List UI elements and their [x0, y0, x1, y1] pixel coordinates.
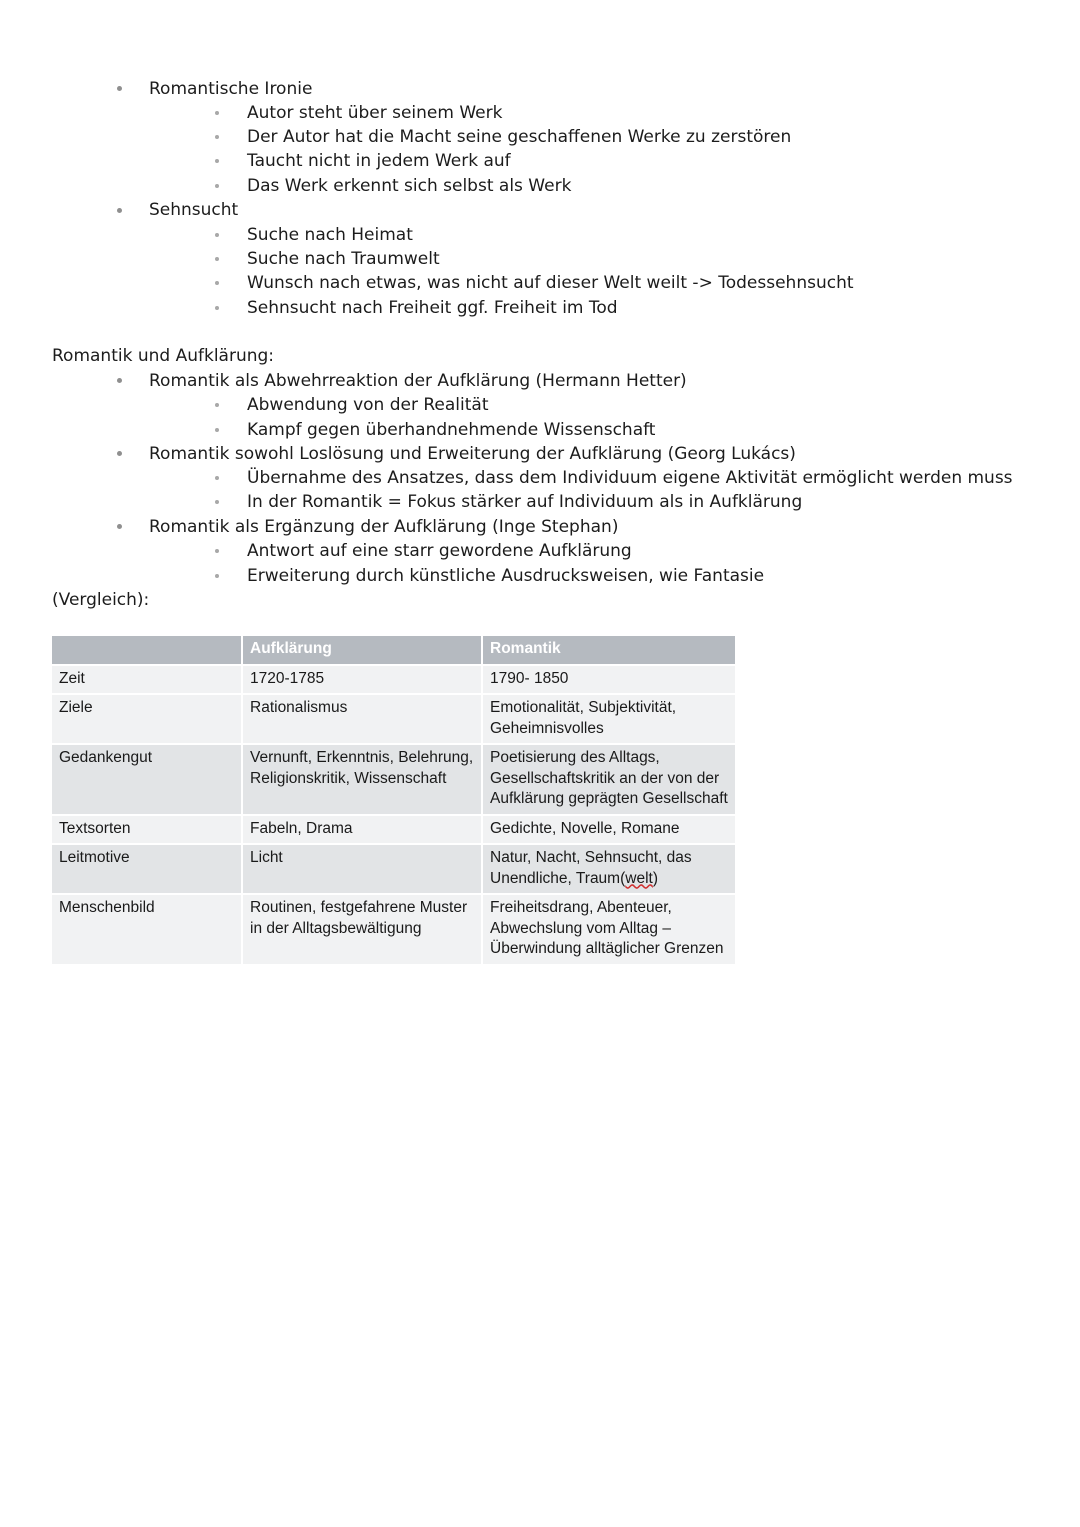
list-item: Taucht nicht in jedem Werk auf: [247, 151, 511, 171]
row-label: Menschenbild: [52, 894, 242, 965]
bullet-icon: [117, 451, 122, 456]
comparison-table: [52, 636, 737, 966]
list-item: Sehnsucht nach Freiheit ggf. Freiheit im Tod: [247, 298, 618, 318]
cell-romantik: Freiheitsdrang, Abenteuer, Abwechslung vom Alltag – Überwindung alltäglicher Grenzen: [482, 894, 736, 965]
bullet-icon: [215, 549, 219, 553]
table-row: [52, 844, 736, 894]
table-row: [52, 694, 736, 744]
cell-aufklaerung: Licht: [242, 844, 482, 894]
bullet-icon: [215, 306, 219, 310]
point-title: Romantik als Abwehrreaktion der Aufklärung (Hermann Hetter): [149, 371, 687, 391]
header-cell: Aufklärung: [242, 636, 482, 665]
cell-romantik: [482, 844, 736, 894]
list-item: Suche nach Heimat: [247, 225, 413, 245]
list-item: Der Autor hat die Macht seine geschaffenen Werke zu zerstören: [247, 127, 792, 147]
cell-text: ): [652, 869, 659, 887]
cell-aufklaerung: Rationalismus: [242, 694, 482, 744]
point-title: Romantik sowohl Loslösung und Erweiterung der Aufklärung (Georg Lukács): [149, 444, 796, 464]
bullet-icon: [215, 500, 219, 504]
bullet-icon: [215, 428, 219, 432]
point-title: Romantik als Ergänzung der Aufklärung (Inge Stephan): [149, 517, 619, 537]
list-item: Suche nach Traumwelt: [247, 249, 440, 269]
header-cell: [52, 636, 242, 665]
row-label: Ziele: [52, 694, 242, 744]
list-item: Antwort auf eine starr gewordene Aufklärung: [247, 541, 632, 561]
bullet-icon: [117, 378, 122, 383]
table-row: [52, 815, 736, 845]
section-heading: Romantik und Aufklärung:: [52, 346, 275, 366]
bullet-icon: [215, 403, 219, 407]
list-item: Das Werk erkennt sich selbst als Werk: [247, 176, 572, 196]
cell-aufklaerung: 1720-1785: [242, 665, 482, 695]
row-label: Leitmotive: [52, 844, 242, 894]
list-item: Erweiterung durch künstliche Ausdrucksweisen, wie Fantasie: [247, 566, 765, 586]
list-item: In der Romantik = Fokus stärker auf Individuum als in Aufklärung: [247, 492, 803, 512]
cell-aufklaerung: Fabeln, Drama: [242, 815, 482, 845]
list-item: Wunsch nach etwas, was nicht auf dieser Welt weilt -> Todessehnsucht: [247, 273, 854, 293]
cell-aufklaerung: Routinen, festgefahrene Muster in der Alltagsbewältigung: [242, 894, 482, 965]
row-label: Zeit: [52, 665, 242, 695]
cell-text: Natur, Nacht, Sehnsucht, das Unendliche, Traum(: [490, 849, 692, 887]
cell-romantik: Gedichte, Novelle, Romane: [482, 815, 736, 845]
row-label: Textsorten: [52, 815, 242, 845]
section-title-ironie: Romantische Ironie: [149, 79, 313, 99]
table-row: [52, 894, 736, 965]
list-item: Autor steht über seinem Werk: [247, 103, 503, 123]
list-item: Kampf gegen überhandnehmende Wissenschaft: [247, 420, 656, 440]
bullet-icon: [215, 257, 219, 261]
list-item: Abwendung von der Realität: [247, 395, 489, 415]
list-item: Übernahme des Ansatzes, dass dem Individuum eigene Aktivität ermöglicht werden muss: [247, 468, 1013, 488]
row-label: Gedankengut: [52, 744, 242, 815]
bullet-icon: [215, 135, 219, 139]
section-title-sehnsucht: Sehnsucht: [149, 200, 239, 220]
spellcheck-mark: welt: [625, 869, 653, 887]
bullet-icon: [215, 476, 219, 480]
bullet-icon: [215, 159, 219, 163]
bullet-icon: [215, 184, 219, 188]
bullet-icon: [117, 524, 122, 529]
cell-aufklaerung: Vernunft, Erkenntnis, Belehrung, Religionskritik, Wissenschaft: [242, 744, 482, 815]
cell-romantik: Poetisierung des Alltags, Gesellschaftskritik an der von der Aufklärung geprägten Gesellschaft: [482, 744, 736, 815]
bullet-icon: [215, 111, 219, 115]
bullet-icon: [215, 574, 219, 578]
cell-romantik: 1790- 1850: [482, 665, 736, 695]
vergleich-label: (Vergleich):: [52, 590, 150, 610]
bullet-icon: [117, 208, 122, 213]
table-row: [52, 665, 736, 695]
header-cell: Romantik: [482, 636, 736, 665]
bullet-icon: [215, 281, 219, 285]
bullet-icon: [117, 86, 122, 91]
table-row: [52, 744, 736, 815]
cell-romantik: Emotionalität, Subjektivität, Geheimnisvolles: [482, 694, 736, 744]
bullet-icon: [215, 233, 219, 237]
table-header-row: [52, 636, 736, 665]
